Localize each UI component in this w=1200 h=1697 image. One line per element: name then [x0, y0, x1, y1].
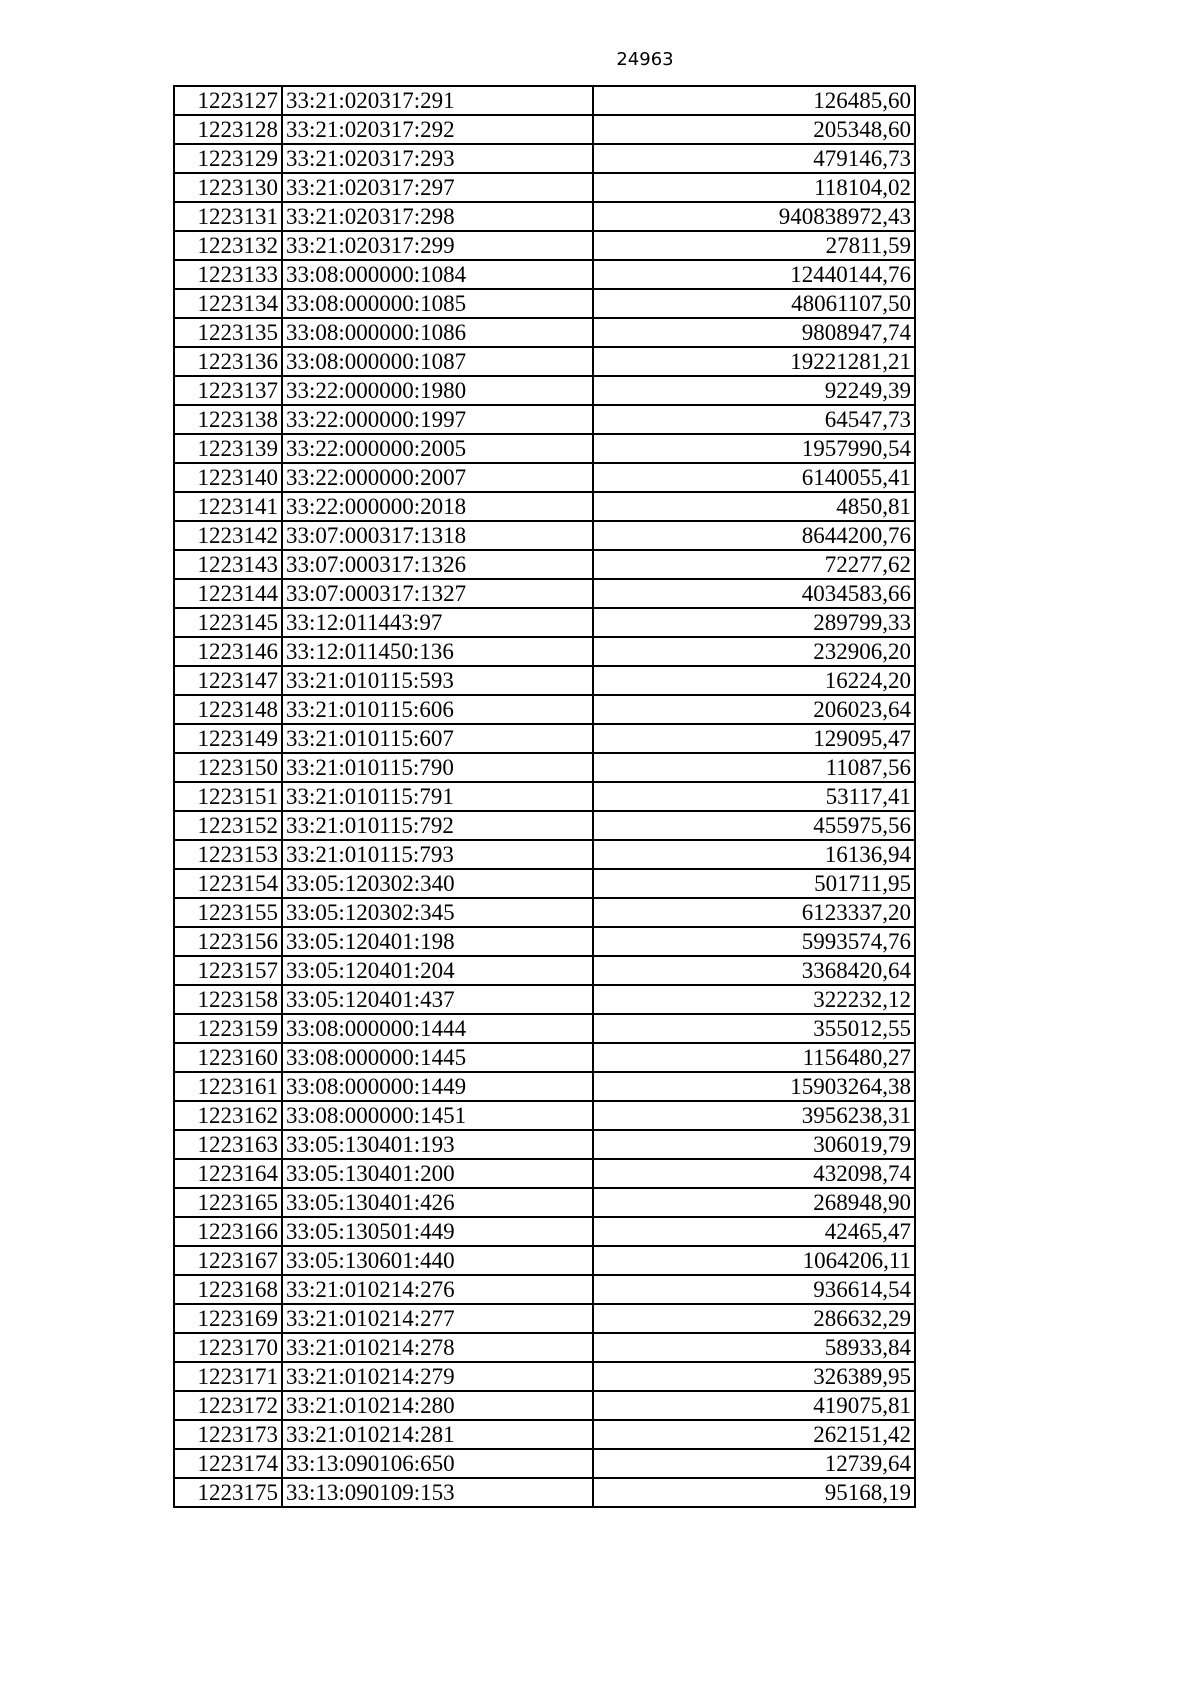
cadastral-number-cell: 33:05:120401:204 — [282, 956, 593, 985]
cadastral-number-cell: 33:07:000317:1327 — [282, 579, 593, 608]
table-row — [174, 724, 915, 753]
table-row — [174, 666, 915, 695]
table-row — [174, 1043, 915, 1072]
cadastral-value-cell: 126485,60 — [593, 86, 915, 115]
table-row — [174, 1188, 915, 1217]
table-row — [174, 173, 915, 202]
row-number-cell: 1223154 — [174, 869, 282, 898]
row-number-cell: 1223155 — [174, 898, 282, 927]
table-row — [174, 1304, 915, 1333]
cadastral-value-cell: 306019,79 — [593, 1130, 915, 1159]
cadastral-value-cell: 129095,47 — [593, 724, 915, 753]
table-row — [174, 144, 915, 173]
row-number-cell: 1223157 — [174, 956, 282, 985]
row-number-cell: 1223141 — [174, 492, 282, 521]
cadastral-number-cell: 33:08:000000:1451 — [282, 1101, 593, 1130]
table-row — [174, 1449, 915, 1478]
cadastral-number-cell: 33:22:000000:1997 — [282, 405, 593, 434]
cadastral-value-table — [173, 85, 916, 1508]
row-number-cell: 1223142 — [174, 521, 282, 550]
row-number-cell: 1223129 — [174, 144, 282, 173]
row-number-cell: 1223136 — [174, 347, 282, 376]
cadastral-value-cell: 6140055,41 — [593, 463, 915, 492]
cadastral-value-cell: 205348,60 — [593, 115, 915, 144]
cadastral-value-cell: 11087,56 — [593, 753, 915, 782]
table-row — [174, 521, 915, 550]
cadastral-number-cell: 33:21:020317:291 — [282, 86, 593, 115]
row-number-cell: 1223130 — [174, 173, 282, 202]
table-row — [174, 608, 915, 637]
cadastral-value-cell: 4850,81 — [593, 492, 915, 521]
row-number-cell: 1223151 — [174, 782, 282, 811]
row-number-cell: 1223169 — [174, 1304, 282, 1333]
row-number-cell: 1223175 — [174, 1478, 282, 1507]
cadastral-value-cell: 1064206,11 — [593, 1246, 915, 1275]
cadastral-number-cell: 33:22:000000:2018 — [282, 492, 593, 521]
table-row — [174, 86, 915, 115]
table-row — [174, 1159, 915, 1188]
cadastral-number-cell: 33:21:020317:292 — [282, 115, 593, 144]
cadastral-number-cell: 33:21:010115:791 — [282, 782, 593, 811]
table-row — [174, 1130, 915, 1159]
cadastral-number-cell: 33:05:120302:340 — [282, 869, 593, 898]
row-number-cell: 1223145 — [174, 608, 282, 637]
cadastral-number-cell: 33:05:130401:200 — [282, 1159, 593, 1188]
cadastral-number-cell: 33:12:011443:97 — [282, 608, 593, 637]
row-number-cell: 1223159 — [174, 1014, 282, 1043]
row-number-cell: 1223172 — [174, 1391, 282, 1420]
row-number-cell: 1223138 — [174, 405, 282, 434]
cadastral-value-cell: 95168,19 — [593, 1478, 915, 1507]
cadastral-number-cell: 33:21:010115:790 — [282, 753, 593, 782]
table-row — [174, 782, 915, 811]
table-row — [174, 1072, 915, 1101]
table-row — [174, 869, 915, 898]
cadastral-number-cell: 33:05:130601:440 — [282, 1246, 593, 1275]
cadastral-number-cell: 33:12:011450:136 — [282, 637, 593, 666]
cadastral-value-cell: 9808947,74 — [593, 318, 915, 347]
row-number-cell: 1223148 — [174, 695, 282, 724]
cadastral-number-cell: 33:07:000317:1326 — [282, 550, 593, 579]
table-row — [174, 434, 915, 463]
cadastral-number-cell: 33:08:000000:1086 — [282, 318, 593, 347]
cadastral-value-cell: 4034583,66 — [593, 579, 915, 608]
cadastral-value-cell: 15903264,38 — [593, 1072, 915, 1101]
cadastral-number-cell: 33:21:010214:277 — [282, 1304, 593, 1333]
row-number-cell: 1223158 — [174, 985, 282, 1014]
table-row — [174, 1217, 915, 1246]
cadastral-number-cell: 33:22:000000:2007 — [282, 463, 593, 492]
cadastral-number-cell: 33:05:120302:345 — [282, 898, 593, 927]
table-row — [174, 492, 915, 521]
row-number-cell: 1223140 — [174, 463, 282, 492]
cadastral-number-cell: 33:05:130501:449 — [282, 1217, 593, 1246]
row-number-cell: 1223152 — [174, 811, 282, 840]
row-number-cell: 1223149 — [174, 724, 282, 753]
table-row — [174, 1101, 915, 1130]
cadastral-value-cell: 16136,94 — [593, 840, 915, 869]
cadastral-value-cell: 48061107,50 — [593, 289, 915, 318]
table-row — [174, 927, 915, 956]
cadastral-number-cell: 33:05:130401:426 — [282, 1188, 593, 1217]
table-row — [174, 376, 915, 405]
table-row — [174, 318, 915, 347]
table-row — [174, 840, 915, 869]
cadastral-value-cell: 8644200,76 — [593, 521, 915, 550]
cadastral-value-cell: 92249,39 — [593, 376, 915, 405]
row-number-cell: 1223146 — [174, 637, 282, 666]
page-number: 24963 — [616, 49, 674, 70]
cadastral-value-cell: 206023,64 — [593, 695, 915, 724]
cadastral-value-cell: 419075,81 — [593, 1391, 915, 1420]
cadastral-number-cell: 33:21:010214:276 — [282, 1275, 593, 1304]
cadastral-value-cell: 5993574,76 — [593, 927, 915, 956]
cadastral-number-cell: 33:13:090106:650 — [282, 1449, 593, 1478]
row-number-cell: 1223132 — [174, 231, 282, 260]
cadastral-value-cell: 16224,20 — [593, 666, 915, 695]
row-number-cell: 1223160 — [174, 1043, 282, 1072]
table-row — [174, 985, 915, 1014]
table-row — [174, 1362, 915, 1391]
cadastral-number-cell: 33:21:020317:297 — [282, 173, 593, 202]
row-number-cell: 1223171 — [174, 1362, 282, 1391]
cadastral-value-cell: 501711,95 — [593, 869, 915, 898]
table-row — [174, 637, 915, 666]
cadastral-number-cell: 33:21:010115:607 — [282, 724, 593, 753]
table-row — [174, 579, 915, 608]
row-number-cell: 1223156 — [174, 927, 282, 956]
row-number-cell: 1223150 — [174, 753, 282, 782]
table-row — [174, 753, 915, 782]
cadastral-value-cell: 19221281,21 — [593, 347, 915, 376]
cadastral-value-cell: 42465,47 — [593, 1217, 915, 1246]
row-number-cell: 1223164 — [174, 1159, 282, 1188]
row-number-cell: 1223167 — [174, 1246, 282, 1275]
table-row — [174, 811, 915, 840]
cadastral-value-cell: 6123337,20 — [593, 898, 915, 927]
cadastral-number-cell: 33:21:010214:278 — [282, 1333, 593, 1362]
cadastral-value-cell: 355012,55 — [593, 1014, 915, 1043]
table-row — [174, 1014, 915, 1043]
row-number-cell: 1223143 — [174, 550, 282, 579]
cadastral-value-cell: 326389,95 — [593, 1362, 915, 1391]
table-row — [174, 956, 915, 985]
table-row — [174, 463, 915, 492]
cadastral-number-cell: 33:21:020317:293 — [282, 144, 593, 173]
cadastral-number-cell: 33:22:000000:2005 — [282, 434, 593, 463]
cadastral-value-cell: 58933,84 — [593, 1333, 915, 1362]
table-row — [174, 260, 915, 289]
table-row — [174, 231, 915, 260]
cadastral-value-cell: 232906,20 — [593, 637, 915, 666]
row-number-cell: 1223127 — [174, 86, 282, 115]
table-row — [174, 695, 915, 724]
cadastral-value-cell: 455975,56 — [593, 811, 915, 840]
table-row — [174, 1275, 915, 1304]
cadastral-value-cell: 1957990,54 — [593, 434, 915, 463]
cadastral-number-cell: 33:08:000000:1449 — [282, 1072, 593, 1101]
row-number-cell: 1223147 — [174, 666, 282, 695]
table-row — [174, 1391, 915, 1420]
table-row — [174, 1333, 915, 1362]
cadastral-number-cell: 33:21:010214:279 — [282, 1362, 593, 1391]
cadastral-number-cell: 33:08:000000:1085 — [282, 289, 593, 318]
cadastral-number-cell: 33:21:010214:280 — [282, 1391, 593, 1420]
row-number-cell: 1223166 — [174, 1217, 282, 1246]
cadastral-number-cell: 33:21:010115:793 — [282, 840, 593, 869]
row-number-cell: 1223168 — [174, 1275, 282, 1304]
cadastral-number-cell: 33:21:010214:281 — [282, 1420, 593, 1449]
row-number-cell: 1223174 — [174, 1449, 282, 1478]
cadastral-value-cell: 53117,41 — [593, 782, 915, 811]
row-number-cell: 1223137 — [174, 376, 282, 405]
cadastral-number-cell: 33:05:130401:193 — [282, 1130, 593, 1159]
row-number-cell: 1223144 — [174, 579, 282, 608]
cadastral-value-cell: 1156480,27 — [593, 1043, 915, 1072]
row-number-cell: 1223170 — [174, 1333, 282, 1362]
table-row — [174, 1478, 915, 1507]
table-row — [174, 289, 915, 318]
table-row — [174, 347, 915, 376]
cadastral-number-cell: 33:21:020317:299 — [282, 231, 593, 260]
cadastral-value-cell: 479146,73 — [593, 144, 915, 173]
cadastral-value-cell: 262151,42 — [593, 1420, 915, 1449]
cadastral-value-cell: 3368420,64 — [593, 956, 915, 985]
row-number-cell: 1223133 — [174, 260, 282, 289]
row-number-cell: 1223162 — [174, 1101, 282, 1130]
cadastral-value-cell: 3956238,31 — [593, 1101, 915, 1130]
cadastral-number-cell: 33:07:000317:1318 — [282, 521, 593, 550]
table-row — [174, 898, 915, 927]
cadastral-value-cell: 322232,12 — [593, 985, 915, 1014]
cadastral-number-cell: 33:05:120401:437 — [282, 985, 593, 1014]
cadastral-number-cell: 33:21:010115:606 — [282, 695, 593, 724]
table-row — [174, 1420, 915, 1449]
cadastral-number-cell: 33:08:000000:1087 — [282, 347, 593, 376]
table-row — [174, 202, 915, 231]
table-row — [174, 550, 915, 579]
row-number-cell: 1223163 — [174, 1130, 282, 1159]
cadastral-value-cell: 289799,33 — [593, 608, 915, 637]
cadastral-number-cell: 33:13:090109:153 — [282, 1478, 593, 1507]
row-number-cell: 1223131 — [174, 202, 282, 231]
cadastral-value-cell: 12739,64 — [593, 1449, 915, 1478]
cadastral-value-cell: 432098,74 — [593, 1159, 915, 1188]
row-number-cell: 1223153 — [174, 840, 282, 869]
row-number-cell: 1223165 — [174, 1188, 282, 1217]
row-number-cell: 1223135 — [174, 318, 282, 347]
cadastral-value-cell: 936614,54 — [593, 1275, 915, 1304]
row-number-cell: 1223161 — [174, 1072, 282, 1101]
cadastral-number-cell: 33:21:020317:298 — [282, 202, 593, 231]
cadastral-number-cell: 33:22:000000:1980 — [282, 376, 593, 405]
cadastral-value-cell: 118104,02 — [593, 173, 915, 202]
table-row — [174, 1246, 915, 1275]
cadastral-value-cell: 27811,59 — [593, 231, 915, 260]
cadastral-number-cell: 33:08:000000:1444 — [282, 1014, 593, 1043]
cadastral-number-cell: 33:08:000000:1084 — [282, 260, 593, 289]
cadastral-value-cell: 286632,29 — [593, 1304, 915, 1333]
table-row — [174, 115, 915, 144]
cadastral-number-cell: 33:21:010115:593 — [282, 666, 593, 695]
cadastral-number-cell: 33:21:010115:792 — [282, 811, 593, 840]
cadastral-value-cell: 268948,90 — [593, 1188, 915, 1217]
row-number-cell: 1223134 — [174, 289, 282, 318]
cadastral-value-cell: 72277,62 — [593, 550, 915, 579]
cadastral-value-cell: 940838972,43 — [593, 202, 915, 231]
table-body — [174, 86, 915, 1507]
row-number-cell: 1223139 — [174, 434, 282, 463]
row-number-cell: 1223128 — [174, 115, 282, 144]
table-row — [174, 405, 915, 434]
row-number-cell: 1223173 — [174, 1420, 282, 1449]
cadastral-number-cell: 33:08:000000:1445 — [282, 1043, 593, 1072]
cadastral-value-cell: 64547,73 — [593, 405, 915, 434]
cadastral-number-cell: 33:05:120401:198 — [282, 927, 593, 956]
cadastral-value-cell: 12440144,76 — [593, 260, 915, 289]
